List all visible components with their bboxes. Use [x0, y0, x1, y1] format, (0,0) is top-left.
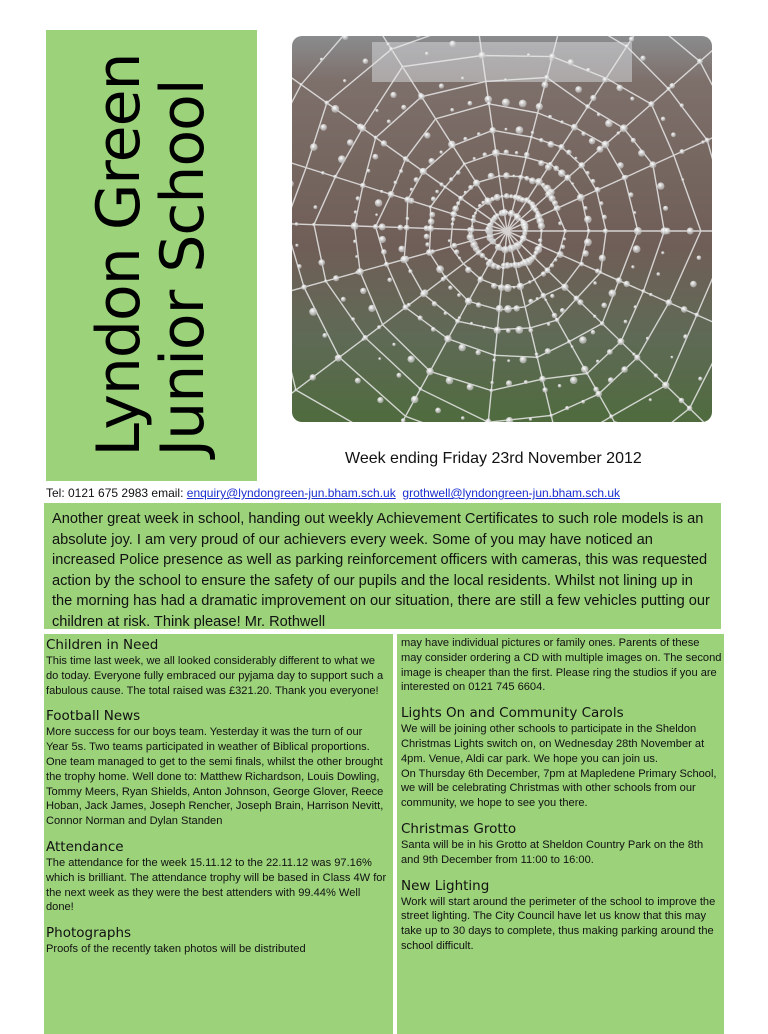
enquiry-email-link[interactable]: enquiry@lyndongreen-jun.bham.sch.uk — [187, 486, 396, 500]
news-section-new-lighting — [401, 878, 722, 954]
right-news-column — [397, 634, 724, 1034]
section-body: Work will start around the perimeter of the school to improve the street lighting. The City Council have let us know that this may take up to 30 days to complete, thus making parking around the school difficult. — [401, 895, 722, 954]
section-body: More success for our boys team. Yesterday it was the turn of our Year 5s. Two teams participated in weather of Biblical proportions. One team managed to get to the semi finals, whilst the other brought the trophy home. Well done to: Matthew Richardson, Louis Dowling, Tommy Meers, Ryan Shields, Anton Johnson, George Glover, Reece Hoban, Jack James, Joseph Rencher, Joseph Brain, Harrison Nevitt, Connor Norman and Dylan Standen — [46, 725, 387, 829]
news-section-football — [46, 708, 387, 829]
news-section-photographs-continued — [401, 636, 722, 695]
section-body: We will be joining other schools to participate in the Sheldon Christmas Lights switch on, on Wednesday 28th November at 4pm. Venue, Aldi car park. We hope you can join us. — [401, 722, 722, 766]
contact-line — [46, 486, 620, 500]
section-body: Santa will be in his Grotto at Sheldon Country Park on the 8th and 9th December from 11:00 to 16:00. — [401, 838, 722, 868]
title-banner — [46, 30, 257, 481]
section-heading: Attendance — [46, 839, 387, 856]
news-section-attendance — [46, 839, 387, 915]
news-section-photographs — [46, 925, 387, 957]
section-heading: Christmas Grotto — [401, 821, 722, 838]
school-title-line2: Junior School — [151, 53, 215, 456]
head-email-link[interactable]: grothwell@lyndongreen-jun.bham.sch.uk — [402, 486, 620, 500]
section-heading: Photographs — [46, 925, 387, 942]
section-body-2: On Thursday 6th December, 7pm at Mapledene Primary School, we will be celebrating Christmas with other schools from our community, we hope to see you there. — [401, 767, 722, 811]
news-section-christmas-grotto — [401, 821, 722, 868]
section-body: The attendance for the week 15.11.12 to the 22.11.12 was 97.16% which is brilliant. The attendance trophy will be based in Class 4W for the next week as they were the best attenders with 99.44% Well done! — [46, 856, 387, 915]
school-title-line1: Lyndon Green — [87, 53, 151, 456]
section-body: This time last week, we all looked considerably different to what we do today. Everyone fully embraced our pyjama day to support such a fabulous cause. The total raised was £321.20. Thank you everyone! — [46, 654, 387, 698]
section-heading: Lights On and Community Carols — [401, 705, 722, 722]
section-heading: Football News — [46, 708, 387, 725]
intro-message: Another great week in school, handing out weekly Achievement Certificates to such role models is an absolute joy. I am very proud of our achievers every week. Some of you may have noticed an increased Police presence as well as parking reinforcement officers with cameras, this was requested action by the school to ensure the safety of our pupils and the local residents. Whilst not lining up in the morning has had a dramatic improvement on our situation, there are still a few vehicles putting our children at risk. Think please! Mr. Rothwell — [44, 503, 721, 629]
spider-web-photo — [292, 36, 712, 422]
section-heading: Children in Need — [46, 637, 387, 654]
school-title — [87, 53, 215, 456]
contact-phone: Tel: 0121 675 2983 email: — [46, 486, 187, 500]
section-body: Proofs of the recently taken photos will be distributed — [46, 942, 387, 957]
section-heading: New Lighting — [401, 878, 722, 895]
section-body: may have individual pictures or family ones. Parents of these may consider ordering a CD with multiple images on. The second image is cheaper than the first. Please ring the studios if you are interested on 0121 745 6604. — [401, 636, 722, 695]
spider-web-image — [292, 36, 712, 422]
left-news-column — [44, 634, 393, 1034]
news-section-children-in-need — [46, 637, 387, 698]
week-ending-date: Week ending Friday 23rd November 2012 — [345, 450, 642, 468]
news-section-lights-on — [401, 705, 722, 811]
